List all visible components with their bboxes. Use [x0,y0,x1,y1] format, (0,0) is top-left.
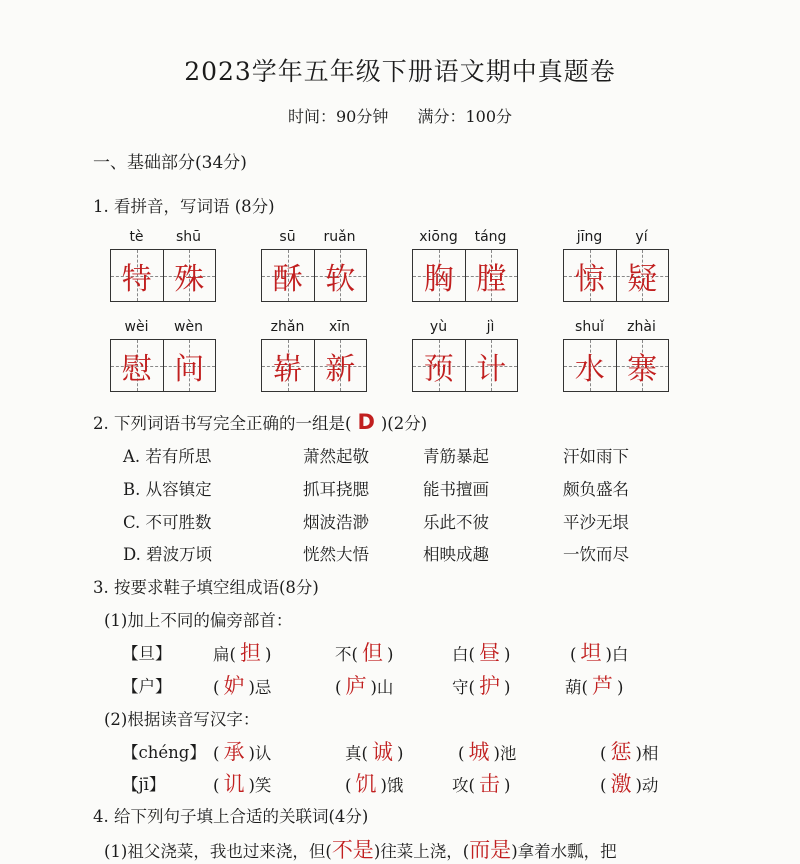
answer-character: 慰 [121,351,152,387]
option-word: 平沙无垠 [563,513,629,532]
character-box [110,249,216,302]
pinyin-label: wèn [174,319,203,335]
q4-line1-c: )拿着水瓢，把 [511,842,617,861]
q3-fill-item [452,637,510,667]
q3-post: )相 [635,744,659,763]
tianzige-cell [616,340,669,391]
option-word: 颇负盛名 [563,480,629,499]
character-box [412,339,518,392]
q3-pre: 葫( [565,678,588,697]
q3-fill-item [458,736,516,766]
pinyin-label: yí [635,229,648,245]
answer-character: 特 [121,261,152,297]
q3-answer: 击 [478,772,500,796]
option-letter: B. 从容镇定 [123,480,212,499]
q3-post: )忌 [248,678,272,697]
q3-pre: ( [345,776,352,795]
q3-post: )动 [635,776,659,795]
q3-post: )认 [248,744,272,763]
option-word: 汗如雨下 [563,447,629,466]
option-word: 抓耳挠腮 [303,480,369,499]
answer-character: 疑 [627,261,658,297]
q4-label: 4. 给下列句子填上合适的关联词(4分) [93,807,369,826]
q3-post: )白 [605,645,629,664]
exam-score: 满分：100分 [417,107,512,126]
pinyin-label: yù [429,319,448,335]
q3-row-key: 【户】 [122,677,172,696]
q2-label-pre: 2. 下列词语书写完全正确的一组是( [93,414,352,433]
word-box-group [261,229,367,303]
character-box [563,339,669,392]
word-box-group [110,319,216,393]
q4-answer-2: 而是 [469,838,512,862]
q3-fill-item [600,768,658,798]
character-box [261,249,367,302]
pinyin-label: xiōng [419,229,458,245]
option-letter: C. 不可胜数 [123,513,212,532]
q4-line1-b: )往菜上浇，( [373,842,470,861]
q3-sub1: (1)加上不同的偏旁部首： [104,611,293,630]
page-title: 2023学年五年级下册语文期中真题卷 [184,57,616,86]
q3-answer: 庐 [345,674,367,698]
q3-post: ) [503,776,511,795]
q3-pre: 不( [335,645,358,664]
answer-character: 膛 [476,261,507,297]
q3-row-key: 【旦】 [122,644,172,663]
tianzige-cell [465,340,518,391]
section-1-heading: 一、基础部分(34分) [93,153,247,173]
q3-label: 3. 按要求鞋子填空组成语(8分) [93,578,319,597]
q2-answer: D [357,410,375,434]
answer-character: 殊 [174,261,205,297]
word-box-group [261,319,367,393]
word-box-group [110,229,216,303]
q3-fill-item [600,736,658,766]
option-word: 乐此不彼 [423,513,489,532]
answer-character: 胸 [423,261,454,297]
answer-character: 软 [325,261,356,297]
q3-post: ) [503,678,511,697]
q3-post: )山 [370,678,394,697]
q4-answer-1: 不是 [331,838,374,862]
q3-pre: ( [600,744,607,763]
exam-meta [0,104,800,127]
option-letter: A. 若有所思 [123,447,212,466]
tianzige-cell [111,340,163,391]
answer-character: 预 [423,351,454,387]
tianzige-cell [314,340,367,391]
pinyin-label: jì [486,319,495,335]
answer-character: 酥 [272,261,303,297]
q3-fill-item [213,736,271,766]
q4-line1-a: (1)祖父浇菜，我也过来浇，但( [104,842,332,861]
q3-post: ) [264,645,272,664]
answer-character: 寨 [627,351,658,387]
option-word: 一饮而尽 [563,545,629,564]
tianzige-cell [163,250,216,301]
pinyin-label: zhài [627,319,656,335]
q3-pre: 攻( [452,776,475,795]
q3-pre: ( [335,678,342,697]
character-box [110,339,216,392]
q3-fill-item [335,637,393,667]
q2-label [93,410,427,434]
pinyin-label: shuǐ [575,319,604,335]
q3-post: )笑 [248,776,272,795]
q3-answer: 饥 [355,772,377,796]
word-box-group [412,319,518,393]
tianzige-cell [314,250,367,301]
option-word: 青筋暴起 [423,447,489,466]
q3-fill-item [452,768,510,798]
pinyin-label: shū [175,229,202,245]
q3-answer: 承 [223,740,245,764]
word-box-group [563,319,669,393]
answer-character: 水 [574,351,605,387]
tianzige-cell [564,340,616,391]
option-letter: D. 碧波万顷 [123,545,213,564]
q3-post: ) [503,645,511,664]
q3-post: )饿 [380,776,404,795]
tianzige-cell [262,250,314,301]
option-word: 恍然大悟 [303,545,369,564]
q3-fill-item [452,670,510,700]
answer-character: 计 [476,351,507,387]
q3-answer: 坦 [580,641,602,665]
q3-fill-item [213,637,271,667]
q3-post: ) [386,645,394,664]
word-box-group [412,229,518,303]
q3-row-key: 【chéng】 [122,743,206,762]
q3-answer: 但 [361,641,383,665]
q4-line1 [104,834,617,864]
q3-answer: 激 [610,772,632,796]
tianzige-cell [262,340,314,391]
tianzige-cell [616,250,669,301]
q3-fill-item [345,768,403,798]
option-word: 萧然起敬 [303,447,369,466]
q3-fill-item [570,637,628,667]
answer-character: 惊 [574,261,605,297]
q3-post: ) [616,678,624,697]
answer-character: 崭 [272,351,303,387]
q3-pre: 真( [345,744,368,763]
q3-pre: 白( [452,645,475,664]
pinyin-label: wèi [124,319,149,335]
q3-answer: 惩 [610,740,632,764]
pinyin-label: sū [279,229,296,245]
q3-fill-item [335,670,393,700]
exam-time: 时间：90分钟 [287,107,389,126]
answer-character: 新 [325,351,356,387]
q3-post: )池 [493,744,517,763]
q3-pre: ( [600,776,607,795]
q3-answer: 诚 [371,740,393,764]
character-box [563,249,669,302]
q3-answer: 妒 [223,674,245,698]
tianzige-cell [413,340,465,391]
q3-answer: 讥 [223,772,245,796]
q3-answer: 昼 [478,641,500,665]
option-word: 能书擅画 [423,480,489,499]
pinyin-label: jīng [576,229,603,245]
q3-sub2: (2)根据读音写汉字： [104,710,260,729]
q3-answer: 城 [468,740,490,764]
q3-pre: 守( [452,678,475,697]
tianzige-cell [564,250,616,301]
q3-answer: 护 [478,674,500,698]
q3-pre: ( [213,678,220,697]
option-word: 相映成趣 [423,545,489,564]
tianzige-cell [163,340,216,391]
q3-answer: 芦 [591,674,613,698]
character-box [261,339,367,392]
q3-fill-item [565,670,623,700]
option-word: 烟波浩渺 [303,513,369,532]
q3-fill-item [213,670,271,700]
tianzige-cell [111,250,163,301]
character-box [412,249,518,302]
q3-pre: ( [458,744,465,763]
pinyin-label: tè [129,229,144,245]
q2-label-post: )(2分) [380,414,428,433]
q3-row-key: 【jī】 [122,775,166,794]
q3-pre: 扁( [213,645,236,664]
q3-pre: ( [213,744,220,763]
tianzige-cell [465,250,518,301]
word-box-group [563,229,669,303]
q3-fill-item [213,768,271,798]
q3-fill-item [345,736,403,766]
pinyin-label: zhǎn [270,319,305,335]
pinyin-label: ruǎn [323,229,356,245]
q3-pre: ( [213,776,220,795]
answer-character: 问 [174,351,205,387]
pinyin-label: xīn [328,319,351,335]
q3-post: ) [396,744,404,763]
q3-pre: ( [570,645,577,664]
q1-label: 1. 看拼音，写词语 (8分) [93,197,275,216]
tianzige-cell [413,250,465,301]
pinyin-label: táng [474,229,507,245]
q3-answer: 担 [239,641,261,665]
